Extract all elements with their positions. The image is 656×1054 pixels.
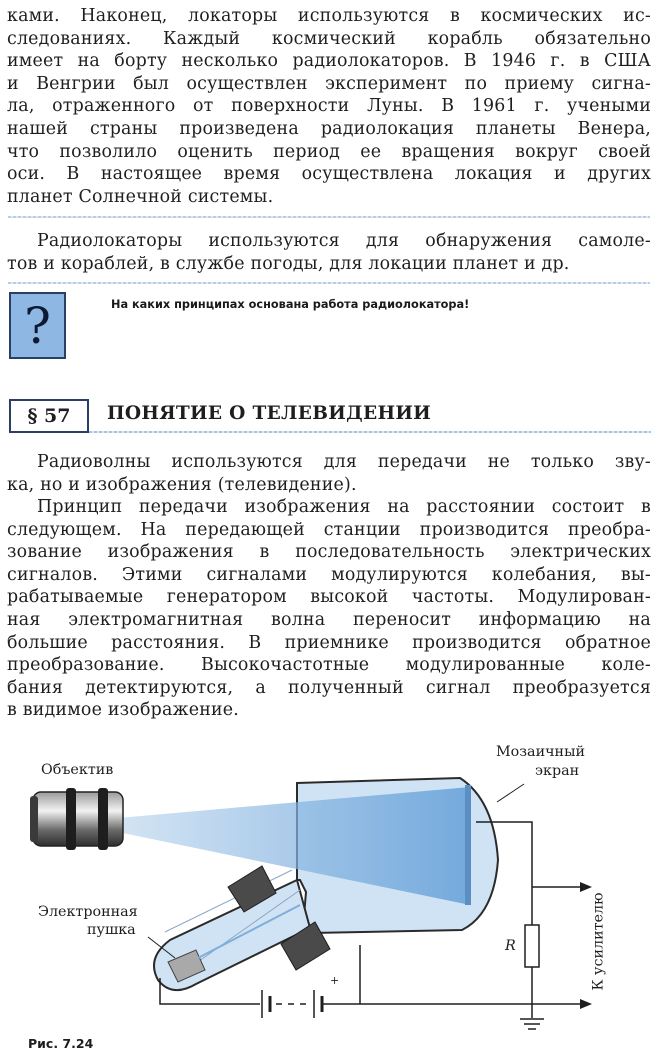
- section-title: ПОНЯТИЕ О ТЕЛЕВИДЕНИИ: [107, 403, 432, 424]
- body-line: ная электромагнитная волна переносит информацию на: [7, 609, 651, 630]
- label-plus: +: [330, 974, 340, 987]
- ground-icon: [520, 1019, 544, 1029]
- body-line: следующем. На передающей станции производится преобра-: [7, 519, 651, 540]
- label-gun: Электронная: [38, 904, 138, 920]
- label-screen: Мозаичный: [496, 744, 585, 760]
- question-mark: ?: [24, 296, 51, 355]
- label-objective: Объектив: [41, 762, 114, 778]
- intro-line: следованиях. Каждый космический корабль обязательно: [7, 28, 651, 49]
- body-line: зование изображения в последовательность электрических: [7, 542, 651, 563]
- mosaic-screen: [465, 785, 471, 905]
- body-line: сигналов. Этими сигналами модулируются колебания, вы-: [7, 564, 651, 585]
- body-line: ка, но и изображения (телевидение).: [7, 474, 357, 495]
- label-gun: пушка: [87, 922, 136, 938]
- label-amplifier: К усилителю: [590, 892, 607, 991]
- intro-line: нашей страны произведена радиолокация планеты Венера,: [7, 118, 651, 139]
- body-line: большие расстояния. В приемнике производится обратное: [7, 632, 651, 653]
- intro-line: оси. В настоящее время осуществлена локация и других: [7, 164, 651, 185]
- intro-line: имеет на борту несколько радиолокаторов. В 1946 г. в США: [7, 51, 651, 72]
- intro-line: ла, отраженного от поверхности Луны. В 1961 г. учеными: [7, 96, 651, 117]
- summary-line: тов и кораблей, в службе погоды, для локации планет и др.: [7, 253, 570, 274]
- screen-pointer: [497, 784, 524, 802]
- body-line: в видимое изображение.: [7, 700, 240, 721]
- intro-line: и Венгрии был осуществлен эксперимент по приему сигна-: [7, 73, 651, 94]
- body-line: бания детектируются, а полученный сигнал преобразуется: [7, 677, 651, 698]
- label-screen: экран: [535, 763, 580, 779]
- label-resistor: R: [505, 938, 516, 954]
- intro-line: ками. Наконец, локаторы используются в космических ис-: [7, 6, 651, 26]
- battery-icon: [262, 990, 322, 1018]
- intro-line: планет Солнечной системы.: [7, 186, 274, 207]
- objective-lens-icon: [30, 788, 123, 850]
- section-number: § 57: [9, 399, 89, 433]
- figure-caption: Рис. 7.24: [28, 1036, 94, 1051]
- intro-line: что позволило оценить период ее вращения вокруг своей: [7, 141, 651, 162]
- body-line: Принцип передачи изображения на расстоянии состоит в: [37, 497, 651, 517]
- body-line: рабатываемые генератором высокой частоты. Модулирован-: [7, 587, 651, 608]
- body-line: преобразование. Высокочастотные модулированные коле-: [7, 655, 651, 676]
- review-question: На каких принципах основана работа радиолокатора!: [111, 298, 470, 311]
- body-line: Радиоволны используются для передачи не только зву-: [37, 452, 651, 472]
- resistor: [525, 925, 539, 967]
- summary-line: Радиолокаторы используются для обнаружения самоле-: [37, 231, 651, 251]
